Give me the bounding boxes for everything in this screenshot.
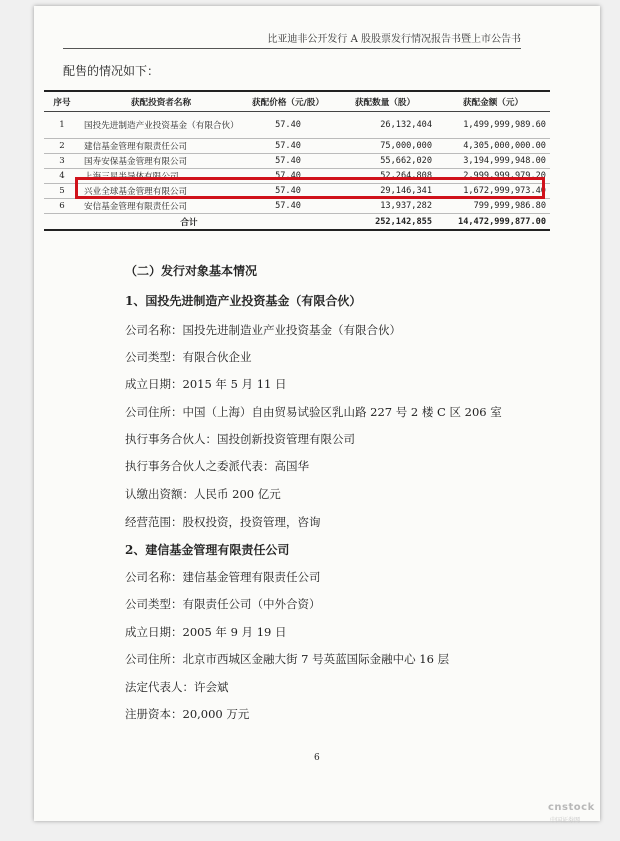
table-header-row: [44, 91, 550, 112]
row-amount: 1,672,999,973.40: [436, 184, 550, 199]
watermark-sub: 中国证券网: [550, 817, 581, 824]
row-price: 57.40: [242, 154, 334, 169]
table-total-row: [44, 214, 550, 231]
row-name: 建信基金管理有限责任公司: [80, 139, 242, 154]
col-header-amount: 获配金额（元）: [436, 91, 550, 112]
col-header-qty: 获配数量（股）: [334, 91, 436, 112]
investor-1-line: 认缴出资额：人民币 200 亿元: [125, 487, 281, 501]
row-amount: 3,194,999,948.00: [436, 154, 550, 169]
table-row: [44, 139, 550, 154]
row-amount: 4,305,000,000.00: [436, 139, 550, 154]
page-header: 比亚迪非公开发行 A 股股票发行情况报告书暨上市公告书: [63, 30, 521, 49]
row-qty: 13,937,282: [334, 199, 436, 214]
row-name: 上海三星半导体有限公司: [80, 169, 242, 184]
col-header-no: 序号: [44, 91, 80, 112]
investor-1-line: 公司类型：有限合伙企业: [125, 350, 252, 364]
total-label: 合计: [44, 214, 334, 231]
row-price: 57.40: [242, 184, 334, 199]
investor-1-line: 成立日期：2015 年 5 月 11 日: [125, 377, 287, 391]
table-row: [44, 199, 550, 214]
investor-2-line: 注册资本：20,000 万元: [125, 707, 250, 721]
allocation-table: [44, 90, 550, 231]
row-name: 安信基金管理有限责任公司: [80, 199, 242, 214]
investor-1-line: 执行事务合伙人之委派代表：高国华: [125, 459, 309, 473]
col-header-name: 获配投资者名称: [80, 91, 242, 112]
highlight-box: [75, 177, 545, 199]
row-qty: 29,146,341: [334, 184, 436, 199]
investor-2-line: 成立日期：2005 年 9 月 19 日: [125, 625, 287, 639]
row-no: 3: [44, 154, 80, 169]
col-header-price: 获配价格（元/股）: [242, 91, 334, 112]
row-qty: 26,132,404: [334, 112, 436, 139]
row-name: 国投先进制造产业投资基金（有限合伙）: [80, 112, 242, 139]
row-qty: 52,264,808: [334, 169, 436, 184]
row-no: 5: [44, 184, 80, 199]
page-number: 6: [314, 753, 320, 763]
section-title: （二）发行对象基本情况: [125, 264, 258, 278]
row-price: 57.40: [242, 112, 334, 139]
table-row: [44, 154, 550, 169]
investor-2-title: 2、建信基金管理有限责任公司: [125, 543, 290, 557]
row-price: 57.40: [242, 139, 334, 154]
investor-1-line: 公司住所：中国（上海）自由贸易试验区乳山路 227 号 2 楼 C 区 206 室: [125, 405, 502, 419]
investor-1-line: 执行事务合伙人：国投创新投资管理有限公司: [125, 432, 355, 446]
row-name: 兴业全球基金管理有限公司: [80, 184, 242, 199]
row-amount: 2,999,999,979.20: [436, 169, 550, 184]
row-amount: 1,499,999,989.60: [436, 112, 550, 139]
row-qty: 55,662,020: [334, 154, 436, 169]
investor-2-line: 公司名称：建信基金管理有限责任公司: [125, 570, 321, 584]
investor-2-line: 法定代表人：许会斌: [125, 680, 229, 694]
row-no: 2: [44, 139, 80, 154]
row-no: 6: [44, 199, 80, 214]
investor-1-line: 经营范围：股权投资，投资管理，咨询: [125, 515, 321, 529]
investor-2-line: 公司类型：有限责任公司（中外合资）: [125, 597, 321, 611]
total-qty: 252,142,855: [334, 214, 436, 231]
watermark-logo: cnstock: [548, 802, 595, 813]
investor-2-line: 公司住所：北京市西城区金融大街 7 号英蓝国际金融中心 16 层: [125, 652, 450, 666]
row-price: 57.40: [242, 199, 334, 214]
row-name: 国寿安保基金管理有限公司: [80, 154, 242, 169]
row-amount: 799,999,986.80: [436, 199, 550, 214]
investor-1-title: 1、国投先进制造产业投资基金（有限合伙）: [125, 294, 362, 308]
table-row: [44, 112, 550, 139]
row-no: 4: [44, 169, 80, 184]
total-amount: 14,472,999,877.00: [436, 214, 550, 231]
row-no: 1: [44, 112, 80, 139]
investor-1-line: 公司名称：国投先进制造业产业投资基金（有限合伙）: [125, 323, 401, 337]
intro-text: 配售的情况如下：: [63, 64, 160, 78]
row-price: 57.40: [242, 169, 334, 184]
row-qty: 75,000,000: [334, 139, 436, 154]
